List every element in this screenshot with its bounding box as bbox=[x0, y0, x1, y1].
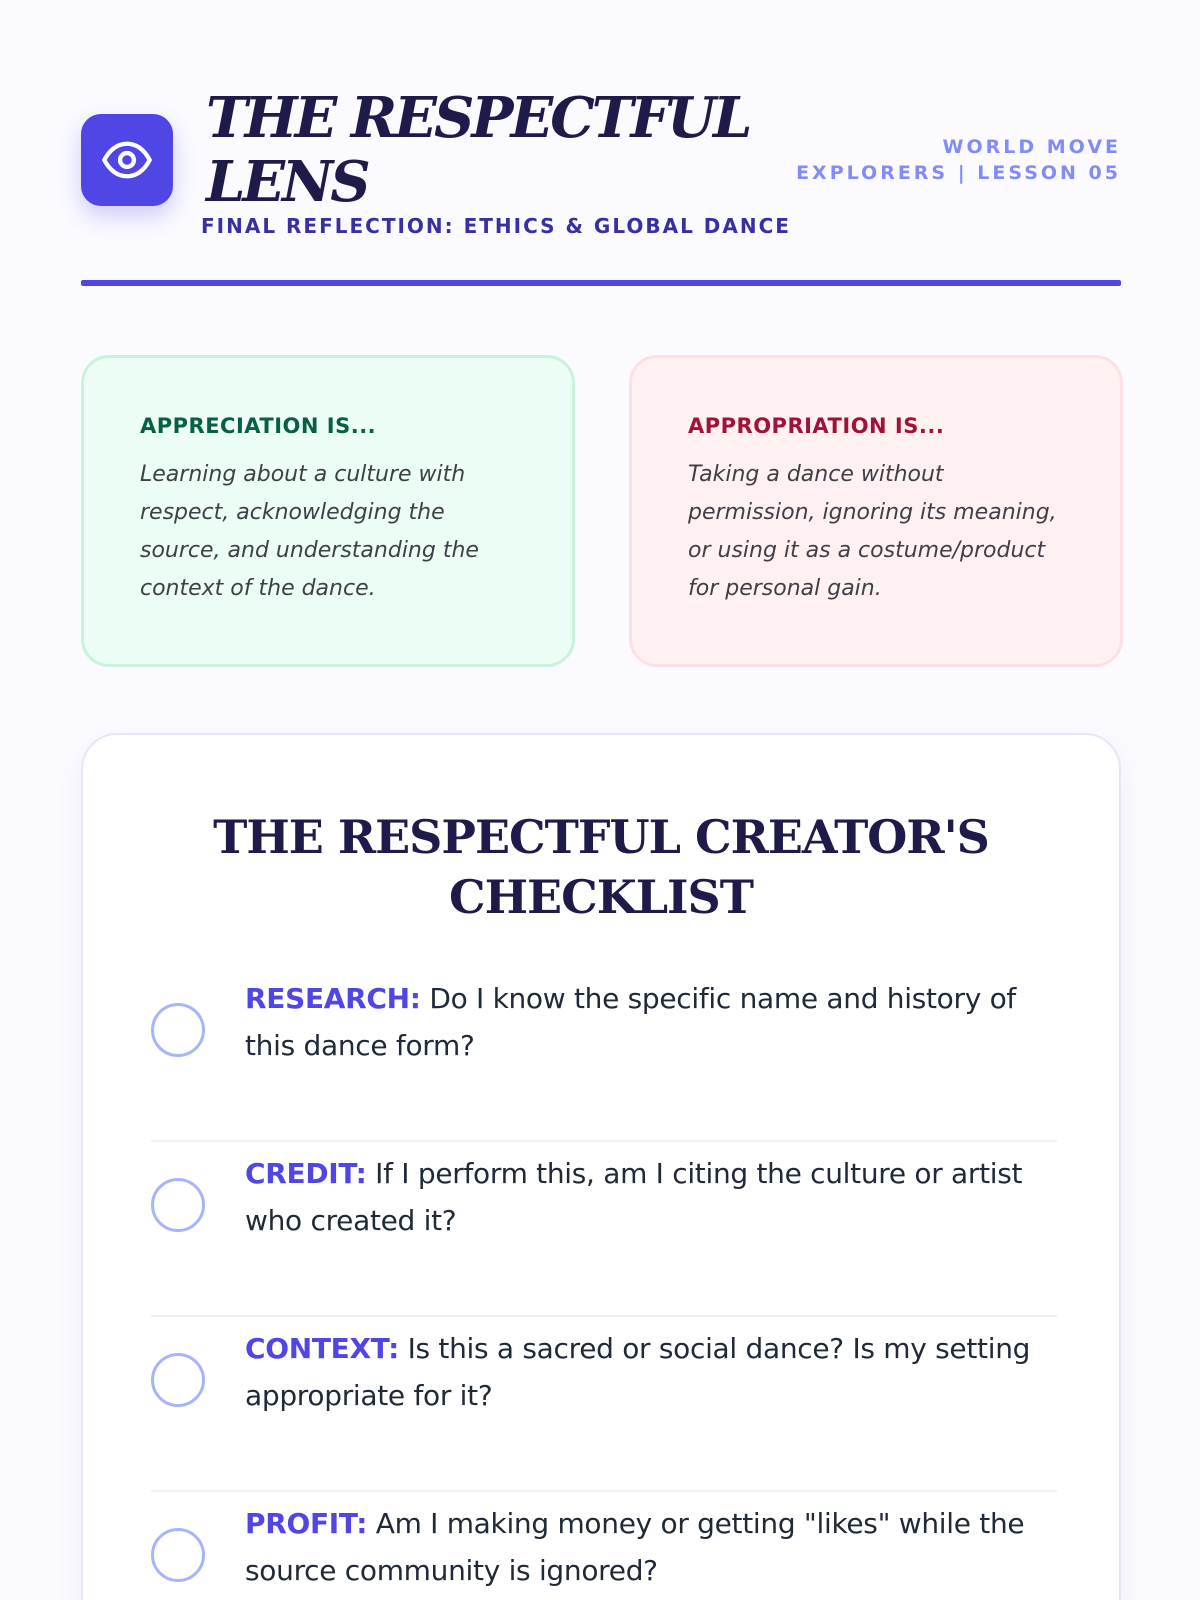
appropriation-card bbox=[629, 355, 1123, 667]
check-circle[interactable] bbox=[151, 1353, 205, 1407]
checklist-item-text bbox=[245, 1325, 1057, 1419]
appreciation-card bbox=[81, 355, 575, 667]
checklist-item-credit bbox=[151, 1142, 1057, 1317]
lesson-label: WORLD MOVE EXPLORERS | LESSON 05 bbox=[796, 136, 1121, 184]
checklist-item-text bbox=[245, 1150, 1057, 1244]
header-divider bbox=[81, 280, 1121, 286]
checklist-item-text bbox=[245, 975, 1057, 1069]
appreciation-title: APPRECIATION IS... bbox=[140, 414, 377, 438]
check-circle[interactable] bbox=[151, 1178, 205, 1232]
checklist-item-question: Is this a sacred or social dance? Is my setting appropriate for it? bbox=[245, 1332, 1031, 1412]
appreciation-text: Learning about a culture with respect, acknowledging the source, and understanding the context of the dance. bbox=[140, 462, 479, 601]
checklist-item-key: CONTEXT: bbox=[245, 1332, 399, 1365]
check-circle[interactable] bbox=[151, 1003, 205, 1057]
page-title: THE RESPECTFUL LENS bbox=[206, 85, 750, 215]
checklist-item-text bbox=[245, 1500, 1057, 1594]
page-subtitle: FINAL REFLECTION: ETHICS & GLOBAL DANCE bbox=[201, 214, 791, 238]
appropriation-title: APPROPRIATION IS... bbox=[688, 414, 945, 438]
lens-logo bbox=[81, 114, 173, 206]
lesson-header bbox=[81, 86, 1121, 286]
checklist-item-profit bbox=[151, 1492, 1057, 1600]
creator-checklist bbox=[81, 733, 1121, 1600]
checklist-item-question: Do I know the specific name and history of this dance form? bbox=[245, 982, 1016, 1062]
appropriation-text: Taking a dance without permission, ignoring its meaning, or using it as a costume/product for personal gain. bbox=[688, 462, 1057, 601]
checklist-item-key: RESEARCH: bbox=[245, 982, 421, 1015]
checklist-item-key: PROFIT: bbox=[245, 1507, 368, 1540]
checklist-item-key: CREDIT: bbox=[245, 1157, 367, 1190]
checklist-title: THE RESPECTFUL CREATOR'S CHECKLIST bbox=[213, 810, 989, 924]
eye-icon bbox=[101, 134, 153, 186]
checklist-item-question: Am I making money or getting "likes" while the source community is ignored? bbox=[245, 1507, 1025, 1587]
checklist-item-question: If I perform this, am I citing the culture or artist who created it? bbox=[245, 1157, 1023, 1237]
checklist-item-research bbox=[151, 967, 1057, 1142]
check-circle[interactable] bbox=[151, 1528, 205, 1582]
checklist-item-context bbox=[151, 1317, 1057, 1492]
